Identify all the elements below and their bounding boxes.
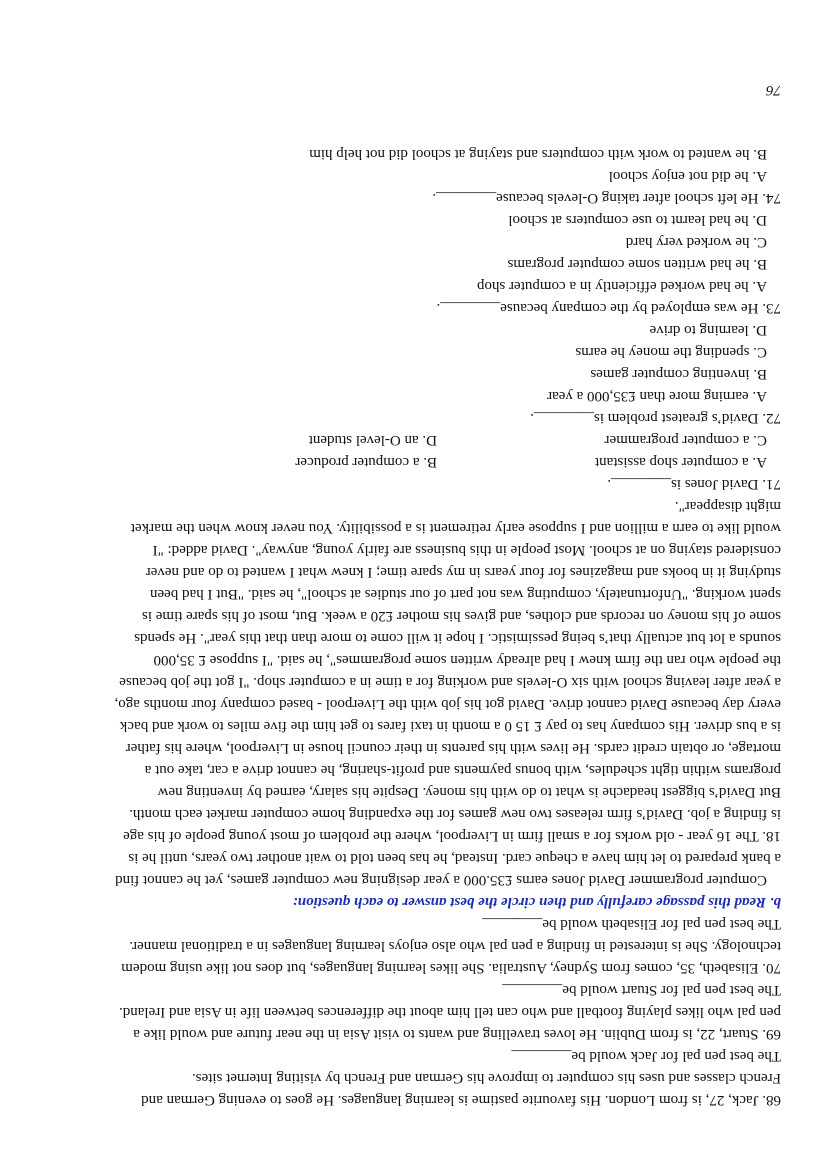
question-68-line-2: French classes and uses his computer to improve his German and French by visiting Internet sites. <box>191 1070 781 1086</box>
question-73-option-c[interactable]: C. he worked very hard <box>625 234 767 250</box>
question-72 <box>41 319 781 429</box>
question-73-option-d[interactable]: D. he had learnt to use computers at school <box>508 212 767 228</box>
question-71-options-row-2 <box>41 429 781 451</box>
question-69-line-2: pen pal who likes playing football and who can tell him about the differences between life in Asia and Ireland. <box>118 1004 781 1020</box>
question-73-option-a[interactable]: A. he had worked efficiently in a computer shop <box>476 278 767 294</box>
question-70-line-1: 70. Elisabeth, 35, comes from Sydney, Australia. She likes learning languages, but does not like using modem <box>121 960 781 976</box>
question-73-option-b[interactable]: B. he had written some computer programs <box>507 256 767 272</box>
question-71-options-row-1 <box>41 451 781 473</box>
question-69-answer[interactable]: The best pen pal for Stuart would be________ <box>502 982 781 998</box>
question-70-answer[interactable]: The best pen pal for Elisabeth would be________ <box>482 916 781 932</box>
question-71-stem: 71. David Jones is________. <box>607 476 781 492</box>
passage-line: a year after leaving school with six O-levels and working for a time in a computer shop. "I got the job because <box>119 674 781 690</box>
question-68 <box>41 1045 781 1111</box>
question-69 <box>41 979 781 1045</box>
passage-line: mortage, or obtain credit cards. He lives with his parents in their council house in Liverpool, where his father <box>125 740 781 756</box>
passage-line: every day because David cannot drive. David got his job with the Liverpool - based company four months ago, <box>114 696 781 712</box>
reading-passage <box>41 495 781 891</box>
question-74 <box>41 143 781 209</box>
passage-line: spent working. "Unfortunately, computing was not part of our studies at school", he said. "But I had been <box>149 586 781 602</box>
question-72-option-c[interactable]: C. spending the money he earns <box>575 344 767 360</box>
question-72-option-a[interactable]: A. earning more than £35,000 a year <box>547 388 767 404</box>
question-74-option-a[interactable]: A. he did not enjoy school <box>608 168 767 184</box>
question-74-option-b[interactable]: B. he wanted to work with computers and staying at school did not help him <box>309 146 767 162</box>
passage-line: 18. The 16 year - old works for a small firm in Liverpool, where the problem of most young people of his age <box>123 828 781 844</box>
question-69-line-1: 69. Stuart, 22, is from Dublin. He loves travelling and wants to visit Asia in the near future and would like a <box>133 1026 781 1042</box>
passage-line: might disappear". <box>674 498 781 514</box>
question-70-line-2: technology. She is interested in finding a pen pal who also enjoys learning languages in a traditional manner. <box>129 938 781 954</box>
passage-line: But David’s biggest headache is what to do with his money. Despite his salary, earned by inventing new <box>157 784 781 800</box>
question-71-option-d[interactable]: D. an O-level student <box>308 432 437 448</box>
question-71-option-b[interactable]: B. a computer producer <box>295 454 437 470</box>
passage-line: is finding a job. David’s firm releases two new games for the expanding home computer market each month. <box>129 806 781 822</box>
question-72-stem: 72. David’s greatest problem is________. <box>530 410 781 426</box>
question-68-line-1: 68. Jack, 27, is from London. His favourite pastime is learning languages. He goes to evening German and <box>141 1092 781 1108</box>
question-70 <box>41 913 781 979</box>
section-b-heading: b. Read this passage carefully and then circle the best answer to each question: <box>292 894 781 910</box>
passage-line: programs within tight schedules, with bonus payments and profit-sharing, he cannot drive a car, take out a <box>144 762 781 778</box>
passage-line: would like to earn a million and I suppose early retirement is a possibility. You never know when the market <box>130 520 781 536</box>
question-72-option-d[interactable]: D. learning to drive <box>649 322 767 338</box>
passage-line: Computer programmer David Jones earns £35.000 a year designing new computer games, yet he cannot find <box>115 872 767 888</box>
question-68-answer[interactable]: The best pen pal for Jack would be________ <box>511 1048 781 1064</box>
page-content <box>41 143 781 1111</box>
question-74-stem: 74. He left school after taking O-levels because________. <box>432 190 781 206</box>
passage-line: sounds a lot but actually that’s being pessimistic. I hope it will come to more than that this year". He spends <box>134 630 781 646</box>
passage-line: considered staying on at school. Most people in this business are fairly young, anyway". David added: "I <box>152 542 781 558</box>
passage-line: the people who ran the firm knew I had already written some programmes", he said. "I suppose £ 35,000 <box>153 652 781 668</box>
question-72-option-b[interactable]: B. inventing computer games <box>590 366 767 382</box>
question-71-option-a[interactable]: A. a computer shop assistant <box>594 454 767 470</box>
passage-line: some of his money on records and clothes, and gives his mother £20 a week. But, most of his spare time is <box>141 608 781 624</box>
page-number: 76 <box>766 82 781 98</box>
passage-line: a bank prepared to let him have a cheque card. Instead, he has been told to wait another two years, until he is <box>128 850 781 866</box>
question-73-stem: 73. He was employed by the company because________. <box>436 300 781 316</box>
passage-line: is a bus driver. His company has to pay £ 15 0 a month in taxi fares to get him the five miles to work and back <box>119 718 781 734</box>
question-71 <box>41 429 781 495</box>
passage-line: studying it in books and magazines for four years in my spare time; I knew what I wanted to do and never <box>145 564 781 580</box>
question-71-option-c[interactable]: C. a computer programmer <box>604 432 767 448</box>
question-73 <box>41 209 781 319</box>
